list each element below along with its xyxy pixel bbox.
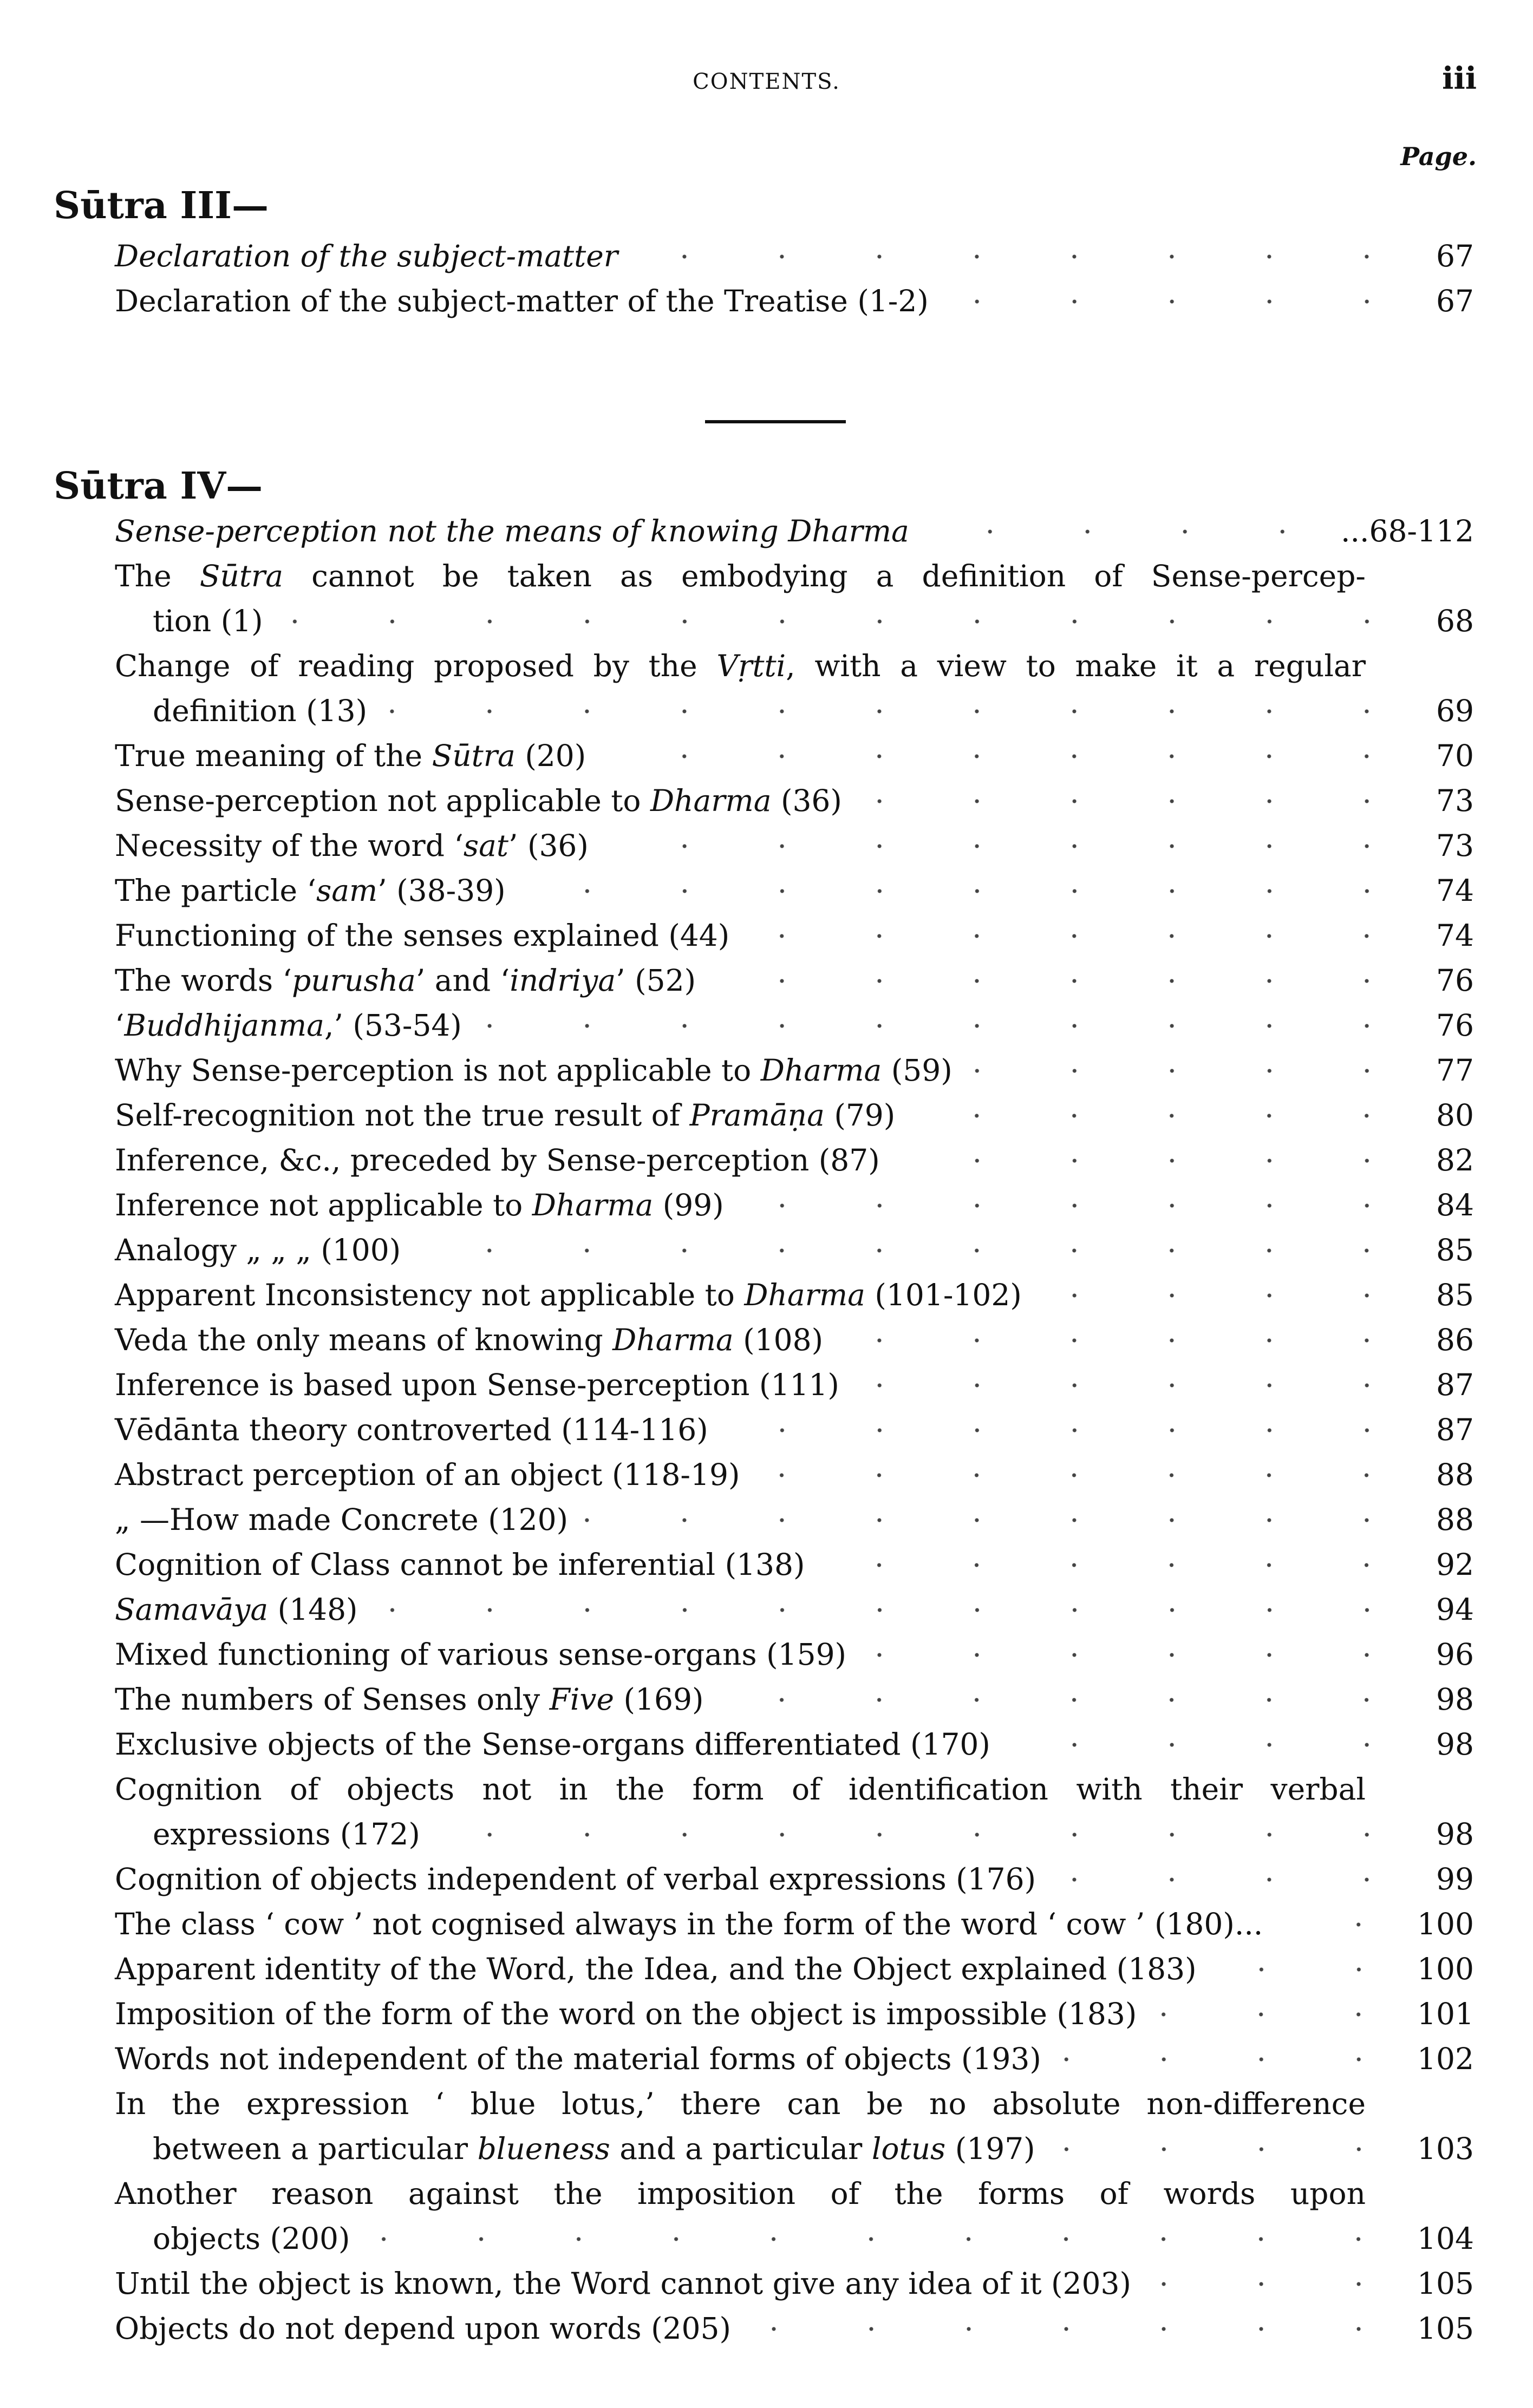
toc-entry[interactable] [115, 234, 1474, 279]
entry-text: Words not independent of the material forms of objects (193) [115, 2041, 1041, 2076]
entry-text: Another reason against the imposition of the forms of words upon [115, 2176, 1366, 2211]
entry-page-number: 73 [1436, 783, 1474, 818]
entry-page-number: 87 [1436, 1367, 1474, 1402]
entry-title [115, 2306, 731, 2351]
dot-leader [741, 2324, 1407, 2334]
toc-entry[interactable] [115, 279, 1474, 324]
entry-text: ‘ [115, 1008, 125, 1043]
entry-title [115, 1408, 708, 1452]
dot-leader [1141, 2279, 1407, 2289]
entry-page-number: 99 [1436, 1862, 1474, 1896]
entry-title [115, 1722, 990, 1767]
italic-term: Samavāya [115, 1592, 269, 1627]
entry-title-line [115, 554, 1366, 599]
entry-text: Cognition of objects not in the form of identification with their verbal [115, 1772, 1366, 1807]
entry-text: Imposition of the form of the word on the object is impossible (183) [115, 1997, 1137, 2031]
entry-text: Declaration of the subject-matter of the Treatise (1-2) [115, 284, 929, 318]
entry-text: and a particular [610, 2131, 872, 2166]
italic-term: Sense-perception not the means of knowing Dharma [115, 514, 909, 548]
entry-text: Inference is based upon Sense-perception (111) [115, 1367, 839, 1402]
entry-text: Objects do not depend upon words (205) [115, 2311, 732, 2346]
entry-title [115, 734, 586, 778]
entry-title [153, 689, 367, 734]
entry-page-number: 105 [1417, 2311, 1474, 2346]
entry-text: ’ (52) [616, 963, 696, 998]
toc-entry[interactable] [115, 2261, 1474, 2306]
toc-entry[interactable] [115, 823, 1474, 868]
toc-entry[interactable] [115, 554, 1474, 644]
entry-title [153, 2126, 1035, 2171]
italic-term: Pramāṇa [689, 1098, 825, 1133]
entry-page-number: 94 [1436, 1592, 1474, 1627]
entry-text: The particle ‘ [115, 873, 317, 908]
toc-entry[interactable] [115, 778, 1474, 823]
italic-term: Dharma [744, 1278, 865, 1312]
entry-page-number: 104 [1417, 2221, 1474, 2256]
entry-page-number: 100 [1417, 1907, 1474, 1941]
toc-entry[interactable] [115, 1722, 1474, 1767]
entry-text: ’ (36) [508, 828, 589, 863]
entry-text: Necessity of the word ‘ [115, 828, 464, 863]
entry-text: Functioning of the senses explained (44) [115, 918, 730, 953]
dot-leader [852, 796, 1415, 807]
dot-leader [598, 841, 1415, 852]
entry-text: Vēdānta theory controverted (114-116) [115, 1412, 708, 1447]
italic-term: Dharma [532, 1188, 654, 1222]
entry-title [115, 823, 589, 868]
entry-title-line [115, 2171, 1366, 2216]
entry-title [115, 778, 842, 823]
entry-page-number: 98 [1436, 1817, 1474, 1851]
entry-page-number: 98 [1436, 1682, 1474, 1717]
entry-title [115, 1273, 1022, 1318]
entry-title [115, 1677, 703, 1722]
entry-page-number: 77 [1436, 1053, 1474, 1088]
italic-term: Vṛtti [716, 649, 786, 683]
dot-leader [1206, 1964, 1407, 1975]
italic-term: Sūtra [432, 738, 516, 773]
entry-page-number: 88 [1436, 1457, 1474, 1492]
entry-text: The numbers of Senses only [115, 1682, 550, 1717]
dot-leader [856, 1650, 1415, 1660]
entry-text: Exclusive objects of the Sense-organs differentiated (170) [115, 1727, 990, 1762]
dot-leader [1051, 2054, 1407, 2065]
dot-leader [1046, 1874, 1415, 1885]
dot-leader [516, 886, 1415, 897]
entry-text: Inference not applicable to [115, 1188, 532, 1222]
italic-term: Buddhijanma [124, 1008, 324, 1043]
entry-title [115, 2037, 1041, 2082]
entry-text: The class ‘ cow ’ not cognised always in the form of the word ‘ cow ’ (180)... [115, 1907, 1263, 1941]
entry-text: (79) [824, 1098, 896, 1133]
italic-term: Five [549, 1682, 615, 1717]
entry-text: (99) [653, 1188, 724, 1222]
dot-leader [938, 296, 1415, 307]
toc-entry[interactable] [115, 1947, 1474, 1992]
italic-term: lotus [871, 2131, 946, 2166]
dot-leader [706, 976, 1415, 986]
dot-leader [360, 2234, 1407, 2245]
entry-title [115, 1947, 1197, 1992]
dot-leader [596, 751, 1415, 762]
entry-page-number: 102 [1417, 2041, 1474, 2076]
entry-title [153, 1812, 420, 1857]
dot-leader [628, 251, 1415, 262]
entry-title [115, 1048, 953, 1093]
entry-text: tion (1) [153, 604, 263, 638]
toc-entry[interactable] [115, 958, 1474, 1003]
section-heading-sutra-3: Sūtra III— [54, 184, 269, 227]
dot-leader [273, 616, 1415, 627]
entry-page-number: 100 [1417, 1952, 1474, 1986]
toc-entry[interactable] [115, 1902, 1474, 1947]
dot-leader [849, 1380, 1415, 1391]
sutra-4-entries [115, 509, 1474, 2351]
toc-entry[interactable] [115, 1138, 1474, 1183]
toc-entry[interactable] [115, 1273, 1474, 1318]
entry-text: „ —How made Concrete (120) [115, 1502, 569, 1537]
entry-title [115, 1992, 1137, 2037]
dot-leader [739, 931, 1415, 941]
section-divider [705, 420, 846, 423]
entry-title [115, 868, 506, 913]
entry-page-number: 85 [1436, 1233, 1474, 1267]
dot-leader [718, 1425, 1415, 1436]
entry-text: Inference, &c., preceded by Sense-perception (87) [115, 1143, 880, 1177]
entry-title-line [115, 644, 1366, 689]
toc-entry[interactable] [115, 1767, 1474, 1857]
dot-leader [1045, 2144, 1407, 2155]
toc-entry[interactable] [115, 913, 1474, 958]
toc-entry[interactable] [115, 1318, 1474, 1363]
entry-title [115, 234, 618, 279]
entry-page-number: 80 [1436, 1098, 1474, 1133]
entry-page-number: 82 [1436, 1143, 1474, 1177]
entry-page-number: 84 [1436, 1188, 1474, 1222]
italic-term: Sūtra [199, 559, 284, 593]
entry-title [115, 1857, 1036, 1902]
entry-text: Cognition of Class cannot be inferential (138) [115, 1547, 805, 1582]
dot-leader [890, 1155, 1415, 1166]
entry-title [115, 1183, 724, 1228]
toc-entry[interactable] [115, 1408, 1474, 1452]
entry-text: cannot be taken as embodying a definition of Sense-percep- [283, 559, 1366, 593]
entry-text: The [115, 559, 200, 593]
entry-page-number: 86 [1436, 1323, 1474, 1357]
toc-entry[interactable] [115, 868, 1474, 913]
entry-text: True meaning of the [115, 738, 432, 773]
toc-entry[interactable] [115, 1452, 1474, 1497]
entry-title [153, 2216, 350, 2261]
toc-entry[interactable] [115, 1363, 1474, 1408]
entry-page-number: 92 [1436, 1547, 1474, 1582]
entry-text: (36) [771, 783, 842, 818]
toc-entry[interactable] [115, 1048, 1474, 1093]
entry-text: , with a view to make it a regular [786, 649, 1366, 683]
entry-text: Why Sense-perception is not applicable to [115, 1053, 761, 1088]
entry-page-number: 76 [1436, 963, 1474, 998]
entry-text: (101-102) [865, 1278, 1022, 1312]
dot-leader [1032, 1290, 1415, 1301]
entry-text: Mixed functioning of various sense-organs (159) [115, 1637, 847, 1672]
toc-entry[interactable] [115, 1632, 1474, 1677]
entry-text: Cognition of objects independent of verbal expressions (176) [115, 1862, 1036, 1896]
entry-text: objects (200) [153, 2221, 350, 2256]
toc-entry[interactable] [115, 1587, 1474, 1632]
entry-text: ,’ (53-54) [324, 1008, 462, 1043]
dot-leader [377, 706, 1415, 717]
entry-title [115, 913, 729, 958]
entry-page-number: 73 [1436, 828, 1474, 863]
dot-leader [713, 1694, 1415, 1705]
entry-text: between a particular [153, 2131, 478, 2166]
entry-page-number: 101 [1417, 1997, 1474, 2031]
entry-text: ’ (38-39) [377, 873, 506, 908]
entry-text: Until the object is known, the Word cannot give any idea of it (203) [115, 2266, 1131, 2301]
entry-text: (197) [945, 2131, 1035, 2166]
entry-title [115, 1497, 568, 1542]
dot-leader [1273, 1919, 1407, 1930]
dot-leader [1146, 2009, 1407, 2020]
entry-title [115, 279, 929, 324]
dot-leader [734, 1200, 1415, 1211]
entry-text: expressions (172) [153, 1817, 420, 1851]
entry-title [115, 1318, 823, 1363]
dot-leader [962, 1065, 1415, 1076]
italic-term: indriya [510, 963, 616, 998]
toc-entry[interactable] [115, 2037, 1474, 2082]
entry-text: (108) [733, 1323, 824, 1357]
toc-entry[interactable] [115, 1183, 1474, 1228]
toc-entry[interactable] [115, 2082, 1474, 2171]
entry-title [115, 1138, 880, 1183]
entry-page-number: 98 [1436, 1727, 1474, 1762]
dot-leader [749, 1470, 1415, 1481]
dot-leader [919, 526, 1331, 537]
dot-leader [1000, 1739, 1415, 1750]
toc-entry[interactable] [115, 1093, 1474, 1138]
entry-page-number: 96 [1436, 1637, 1474, 1672]
entry-page-number: 68 [1436, 604, 1474, 638]
entry-page-number: 70 [1436, 738, 1474, 773]
toc-entry[interactable] [115, 1003, 1474, 1048]
entry-title [115, 1363, 839, 1408]
dot-leader [368, 1605, 1415, 1615]
italic-term: sat [463, 828, 509, 863]
entry-text: ’ and ‘ [415, 963, 510, 998]
entry-title [115, 1632, 846, 1677]
toc-entry[interactable] [115, 1497, 1474, 1542]
entry-title [115, 1093, 895, 1138]
entry-text: Apparent Inconsistency not applicable to [115, 1278, 745, 1312]
entry-page-number: 85 [1436, 1278, 1474, 1312]
dot-leader [814, 1560, 1415, 1571]
entry-text: Sense-perception not applicable to [115, 783, 650, 818]
entry-title [115, 1587, 358, 1632]
entry-text: Veda the only means of knowing [115, 1323, 613, 1357]
italic-term: Dharma [650, 783, 772, 818]
dot-leader [410, 1245, 1415, 1256]
toc-entry[interactable] [115, 644, 1474, 734]
dot-leader [430, 1829, 1415, 1840]
entry-text: The words ‘ [115, 963, 292, 998]
entry-page-number: 67 [1436, 284, 1474, 318]
entry-title-line [115, 2082, 1366, 2126]
toc-entry[interactable] [115, 1857, 1474, 1902]
toc-entry[interactable] [115, 2171, 1474, 2261]
section-heading-sutra-4: Sūtra IV— [54, 464, 263, 508]
entry-title [115, 1228, 401, 1273]
dot-leader [833, 1335, 1415, 1346]
entry-text: In the expression ‘ blue lotus,’ there can be no absolute non-difference [115, 2086, 1366, 2121]
entry-page-number: 87 [1436, 1412, 1474, 1447]
italic-term: Dharma [612, 1323, 734, 1357]
italic-term: purusha [292, 963, 416, 998]
italic-term: sam [316, 873, 378, 908]
entry-page-number: 76 [1436, 1008, 1474, 1043]
entry-text: (148) [268, 1592, 358, 1627]
italic-term: Declaration of the subject-matter [115, 239, 618, 273]
entry-text: Self-recognition not the true result of [115, 1098, 690, 1133]
entry-title [115, 958, 696, 1003]
entry-text: definition (13) [153, 693, 368, 728]
entry-page-number: ...68-112 [1341, 514, 1474, 548]
running-head: CONTENTS. [693, 69, 840, 94]
entry-title [115, 1003, 462, 1048]
toc-entry[interactable] [115, 734, 1474, 778]
italic-term: Dharma [760, 1053, 882, 1088]
entry-text: Abstract perception of an object (118-19) [115, 1457, 740, 1492]
italic-term: blueness [477, 2131, 610, 2166]
entry-title [115, 509, 909, 554]
entry-title-line [115, 1767, 1366, 1812]
entry-text: (20) [515, 738, 586, 773]
dot-leader [578, 1515, 1415, 1526]
sutra-3-entries [115, 234, 1474, 324]
dot-leader [472, 1020, 1415, 1031]
toc-entry[interactable] [115, 1677, 1474, 1722]
entry-page-number: 105 [1417, 2266, 1474, 2301]
entry-text: Analogy „ „ „ (100) [115, 1233, 401, 1267]
entry-text: Change of reading proposed by the [115, 649, 717, 683]
toc-entry[interactable] [115, 2306, 1474, 2351]
toc-entry[interactable] [115, 1228, 1474, 1273]
entry-page-number: 74 [1436, 873, 1474, 908]
entry-title [115, 2261, 1131, 2306]
entry-title [115, 1542, 805, 1587]
entry-title [153, 599, 263, 644]
entry-text: Apparent identity of the Word, the Idea, and the Object explained (183) [115, 1952, 1197, 1986]
entry-page-number: 88 [1436, 1502, 1474, 1537]
toc-entry[interactable] [115, 1542, 1474, 1587]
toc-entry[interactable] [115, 1992, 1474, 2037]
entry-text: (169) [614, 1682, 704, 1717]
entry-page-number: 67 [1436, 239, 1474, 273]
entry-text: (59) [882, 1053, 953, 1088]
page-number: iii [1442, 61, 1477, 96]
dot-leader [905, 1110, 1415, 1121]
entry-page-number: 69 [1436, 693, 1474, 728]
entry-title [115, 1452, 740, 1497]
page-column-label: Page. [1400, 142, 1477, 171]
entry-title [115, 1902, 1263, 1947]
toc-entry[interactable] [115, 509, 1474, 554]
entry-page-number: 103 [1417, 2131, 1474, 2166]
entry-page-number: 74 [1436, 918, 1474, 953]
